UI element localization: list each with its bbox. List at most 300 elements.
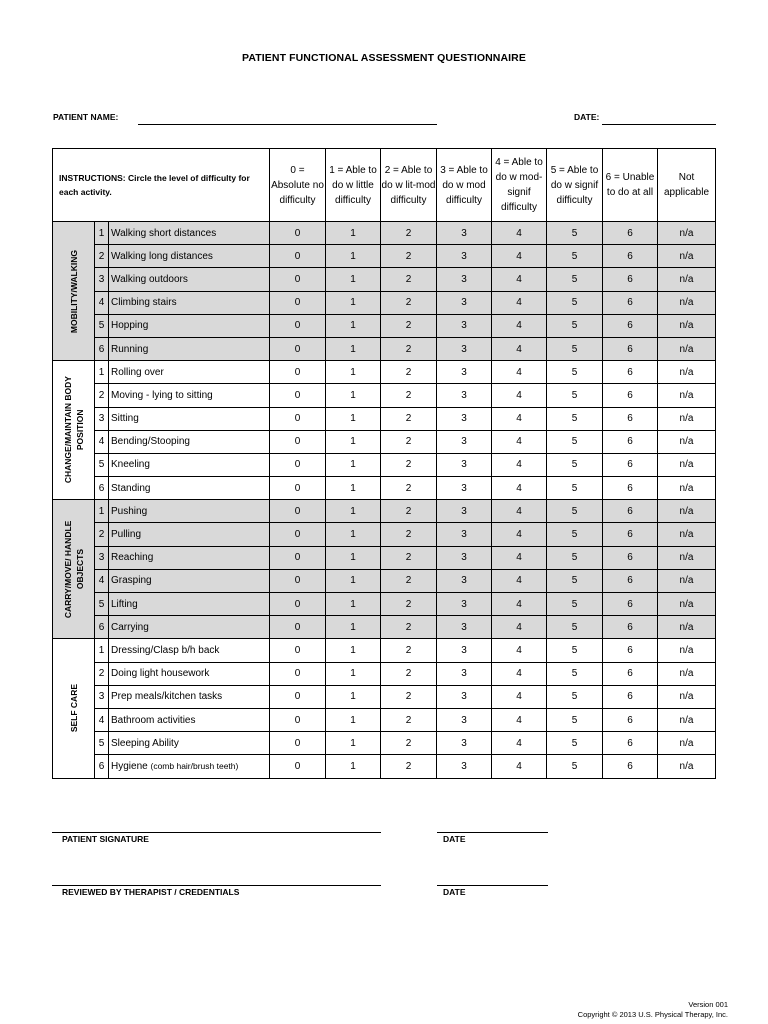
rating-option[interactable]: 4: [492, 453, 547, 476]
rating-option[interactable]: 6: [603, 291, 658, 314]
rating-option[interactable]: 1: [326, 477, 381, 500]
rating-option[interactable]: 2: [381, 245, 437, 268]
rating-option[interactable]: 6: [603, 616, 658, 639]
rating-option[interactable]: 6: [603, 685, 658, 708]
activity-label: [109, 708, 270, 731]
rating-option[interactable]: 2: [381, 384, 437, 407]
rating-option[interactable]: 2: [381, 639, 437, 662]
rating-option[interactable]: 0: [270, 314, 326, 337]
rating-option[interactable]: 5: [547, 500, 603, 523]
rating-option[interactable]: 0: [270, 616, 326, 639]
column-header: 3 = Able to do w mod difficulty: [437, 149, 492, 222]
rating-option[interactable]: 0: [270, 245, 326, 268]
item-number: 1: [95, 500, 109, 523]
activity-label: [109, 755, 270, 778]
rating-option[interactable]: 4: [492, 430, 547, 453]
item-number: 6: [95, 337, 109, 360]
rating-option[interactable]: 6: [603, 523, 658, 546]
rating-option[interactable]: 1: [326, 662, 381, 685]
activity-text: Walking long distances: [111, 250, 213, 262]
rating-option[interactable]: 2: [381, 662, 437, 685]
column-header: 1 = Able to do w little difficulty: [326, 149, 381, 222]
rating-option[interactable]: 0: [270, 430, 326, 453]
rating-option[interactable]: 1: [326, 453, 381, 476]
activity-text: Pulling: [111, 529, 142, 541]
rating-option[interactable]: 1: [326, 500, 381, 523]
rating-option[interactable]: 0: [270, 477, 326, 500]
rating-option[interactable]: 2: [381, 337, 437, 360]
rating-option[interactable]: 3: [437, 616, 492, 639]
rating-option[interactable]: 3: [437, 500, 492, 523]
rating-option[interactable]: 2: [381, 268, 437, 291]
rating-option[interactable]: 5: [547, 732, 603, 755]
activity-text: Carrying: [111, 621, 149, 633]
rating-option[interactable]: 3: [437, 732, 492, 755]
table-row: [53, 662, 716, 685]
rating-option[interactable]: 3: [437, 477, 492, 500]
table-row: [53, 361, 716, 384]
table-row: [53, 732, 716, 755]
rating-option[interactable]: n/a: [658, 337, 716, 360]
rating-option[interactable]: 1: [326, 430, 381, 453]
activity-label: [109, 477, 270, 500]
table-row: [53, 384, 716, 407]
rating-option[interactable]: 0: [270, 453, 326, 476]
rating-option[interactable]: 3: [437, 407, 492, 430]
therapist-date-line[interactable]: [437, 885, 548, 886]
rating-option[interactable]: 2: [381, 314, 437, 337]
rating-option[interactable]: n/a: [658, 616, 716, 639]
rating-option[interactable]: 4: [492, 755, 547, 778]
rating-option[interactable]: 4: [492, 546, 547, 569]
table-row: [53, 222, 716, 245]
rating-option[interactable]: 5: [547, 477, 603, 500]
patient-signature-label: PATIENT SIGNATURE: [62, 834, 149, 844]
rating-option[interactable]: 4: [492, 523, 547, 546]
rating-option[interactable]: 3: [437, 523, 492, 546]
item-number: 5: [95, 453, 109, 476]
rating-option[interactable]: n/a: [658, 662, 716, 685]
table-row: [53, 546, 716, 569]
rating-option[interactable]: n/a: [658, 384, 716, 407]
rating-option[interactable]: 6: [603, 453, 658, 476]
rating-option[interactable]: 1: [326, 245, 381, 268]
category-label: [53, 222, 95, 361]
item-number: 6: [95, 477, 109, 500]
rating-option[interactable]: n/a: [658, 222, 716, 245]
rating-option[interactable]: 1: [326, 314, 381, 337]
rating-option[interactable]: n/a: [658, 314, 716, 337]
activity-label: [109, 361, 270, 384]
rating-option[interactable]: n/a: [658, 453, 716, 476]
rating-option[interactable]: 0: [270, 755, 326, 778]
rating-option[interactable]: 2: [381, 361, 437, 384]
rating-option[interactable]: 4: [492, 593, 547, 616]
column-header: 0 = Absolute no difficulty: [270, 149, 326, 222]
rating-option[interactable]: 0: [270, 569, 326, 592]
rating-option[interactable]: 5: [547, 546, 603, 569]
rating-option[interactable]: 6: [603, 732, 658, 755]
instructions: INSTRUCTIONS: Circle the level of difficulty for each activity.: [53, 149, 270, 222]
rating-option[interactable]: 3: [437, 569, 492, 592]
rating-option[interactable]: 2: [381, 732, 437, 755]
rating-option[interactable]: n/a: [658, 523, 716, 546]
rating-option[interactable]: 4: [492, 639, 547, 662]
activity-label: [109, 407, 270, 430]
rating-option[interactable]: 1: [326, 523, 381, 546]
activity-label: [109, 291, 270, 314]
rating-option[interactable]: 2: [381, 477, 437, 500]
table-row: [53, 245, 716, 268]
activity-text: Reaching: [111, 552, 154, 564]
patient-name-field[interactable]: [138, 124, 437, 125]
rating-option[interactable]: 1: [326, 361, 381, 384]
rating-option[interactable]: 2: [381, 500, 437, 523]
rating-option[interactable]: 4: [492, 337, 547, 360]
rating-option[interactable]: 6: [603, 477, 658, 500]
table-row: [53, 755, 716, 778]
table-row: [53, 569, 716, 592]
rating-option[interactable]: 1: [326, 639, 381, 662]
item-number: 2: [95, 523, 109, 546]
rating-option[interactable]: 5: [547, 268, 603, 291]
table-row: [53, 477, 716, 500]
therapist-signature-line[interactable]: [52, 885, 381, 886]
activity-text: Bending/Stooping: [111, 436, 190, 448]
rating-option[interactable]: 1: [326, 222, 381, 245]
rating-option[interactable]: 4: [492, 291, 547, 314]
rating-option[interactable]: 6: [603, 662, 658, 685]
rating-option[interactable]: 5: [547, 523, 603, 546]
activity-text: Walking outdoors: [111, 273, 188, 285]
rating-option[interactable]: n/a: [658, 639, 716, 662]
rating-option[interactable]: 5: [547, 430, 603, 453]
rating-option[interactable]: 4: [492, 384, 547, 407]
rating-option[interactable]: 5: [547, 337, 603, 360]
rating-option[interactable]: 2: [381, 291, 437, 314]
table-row: [53, 616, 716, 639]
item-number: 6: [95, 616, 109, 639]
item-number: 5: [95, 593, 109, 616]
date-label: DATE:: [574, 112, 600, 122]
rating-option[interactable]: 3: [437, 222, 492, 245]
rating-option[interactable]: 0: [270, 268, 326, 291]
rating-option[interactable]: 0: [270, 384, 326, 407]
rating-option[interactable]: 6: [603, 639, 658, 662]
table-row: [53, 639, 716, 662]
rating-option[interactable]: 6: [603, 245, 658, 268]
rating-option[interactable]: 2: [381, 453, 437, 476]
rating-option[interactable]: 1: [326, 616, 381, 639]
column-header: 5 = Able to do w signif difficulty: [547, 149, 603, 222]
rating-option[interactable]: 4: [492, 268, 547, 291]
activity-label: [109, 245, 270, 268]
rating-option[interactable]: n/a: [658, 430, 716, 453]
rating-option[interactable]: 3: [437, 546, 492, 569]
table-row: [53, 453, 716, 476]
item-number: 4: [95, 430, 109, 453]
rating-option[interactable]: 0: [270, 546, 326, 569]
category-text: CHANGE/MAINTAIN BODY POSITION: [62, 376, 85, 484]
patient-date-line[interactable]: [437, 832, 548, 833]
therapist-signature-label: REVIEWED BY THERAPIST / CREDENTIALS: [62, 887, 240, 897]
rating-option[interactable]: 2: [381, 708, 437, 731]
rating-option[interactable]: 0: [270, 407, 326, 430]
rating-option[interactable]: n/a: [658, 245, 716, 268]
rating-option[interactable]: 2: [381, 546, 437, 569]
rating-option[interactable]: 6: [603, 222, 658, 245]
rating-option[interactable]: 5: [547, 314, 603, 337]
footer: [578, 1000, 728, 1020]
item-number: 1: [95, 222, 109, 245]
rating-option[interactable]: n/a: [658, 291, 716, 314]
activity-label: [109, 337, 270, 360]
activity-label: [109, 546, 270, 569]
item-number: 3: [95, 407, 109, 430]
rating-option[interactable]: 4: [492, 708, 547, 731]
activity-label: [109, 453, 270, 476]
rating-option[interactable]: n/a: [658, 477, 716, 500]
item-number: 5: [95, 732, 109, 755]
rating-option[interactable]: 1: [326, 546, 381, 569]
activity-label: [109, 593, 270, 616]
rating-option[interactable]: 5: [547, 685, 603, 708]
rating-option[interactable]: n/a: [658, 546, 716, 569]
activity-note: (comb hair/brush teeth): [150, 760, 239, 771]
rating-option[interactable]: 2: [381, 569, 437, 592]
rating-option[interactable]: 5: [547, 407, 603, 430]
rating-option[interactable]: 4: [492, 407, 547, 430]
activity-label: [109, 314, 270, 337]
rating-option[interactable]: 2: [381, 755, 437, 778]
activity-text: Sleeping Ability: [111, 737, 179, 749]
table-row: [53, 523, 716, 546]
rating-option[interactable]: 1: [326, 569, 381, 592]
rating-option[interactable]: 6: [603, 337, 658, 360]
table-row: [53, 685, 716, 708]
activity-text: Pushing: [111, 505, 148, 517]
rating-option[interactable]: 1: [326, 732, 381, 755]
rating-option[interactable]: 4: [492, 732, 547, 755]
rating-option[interactable]: 4: [492, 662, 547, 685]
rating-option[interactable]: 4: [492, 685, 547, 708]
rating-option[interactable]: 3: [437, 430, 492, 453]
table-row: [53, 268, 716, 291]
header-row: [53, 149, 716, 222]
date-field[interactable]: [602, 124, 716, 125]
activity-text: Climbing stairs: [111, 297, 177, 309]
rating-option[interactable]: n/a: [658, 500, 716, 523]
form-title: PATIENT FUNCTIONAL ASSESSMENT QUESTIONNAIRE: [242, 52, 526, 64]
rating-option[interactable]: 4: [492, 569, 547, 592]
rating-option[interactable]: 3: [437, 708, 492, 731]
activity-text: Prep meals/kitchen tasks: [111, 691, 223, 703]
rating-option[interactable]: 3: [437, 685, 492, 708]
item-number: 3: [95, 268, 109, 291]
patient-signature-line[interactable]: [52, 832, 381, 833]
patient-name-label: PATIENT NAME:: [53, 112, 119, 122]
activity-text: Kneeling: [111, 459, 150, 471]
rating-option[interactable]: 2: [381, 407, 437, 430]
rating-option[interactable]: 3: [437, 245, 492, 268]
rating-option[interactable]: 5: [547, 384, 603, 407]
rating-option[interactable]: 3: [437, 291, 492, 314]
rating-option[interactable]: 4: [492, 500, 547, 523]
activity-label: [109, 685, 270, 708]
rating-option[interactable]: 0: [270, 291, 326, 314]
activity-label: [109, 732, 270, 755]
rating-option[interactable]: 6: [603, 755, 658, 778]
rating-option[interactable]: 1: [326, 291, 381, 314]
item-number: 5: [95, 314, 109, 337]
rating-option[interactable]: 4: [492, 314, 547, 337]
activity-label: [109, 268, 270, 291]
table-row: [53, 291, 716, 314]
rating-option[interactable]: 3: [437, 453, 492, 476]
rating-option[interactable]: 1: [326, 708, 381, 731]
rating-option[interactable]: 5: [547, 616, 603, 639]
rating-option[interactable]: 0: [270, 337, 326, 360]
rating-option[interactable]: n/a: [658, 708, 716, 731]
rating-option[interactable]: 0: [270, 732, 326, 755]
rating-option[interactable]: 4: [492, 245, 547, 268]
rating-option[interactable]: 3: [437, 593, 492, 616]
rating-option[interactable]: 0: [270, 523, 326, 546]
rating-option[interactable]: 3: [437, 384, 492, 407]
category-text: MOBILITY/WALKING: [68, 249, 79, 333]
activity-label: [109, 500, 270, 523]
rating-option[interactable]: 6: [603, 268, 658, 291]
rating-option[interactable]: n/a: [658, 755, 716, 778]
table-row: [53, 500, 716, 523]
rating-option[interactable]: n/a: [658, 268, 716, 291]
activity-text: Hopping: [111, 320, 149, 332]
rating-option[interactable]: 6: [603, 708, 658, 731]
rating-option[interactable]: 4: [492, 477, 547, 500]
rating-option[interactable]: 1: [326, 384, 381, 407]
rating-option[interactable]: 1: [326, 407, 381, 430]
rating-option[interactable]: 1: [326, 685, 381, 708]
rating-option[interactable]: 4: [492, 222, 547, 245]
rating-option[interactable]: 3: [437, 662, 492, 685]
item-number: 2: [95, 662, 109, 685]
assessment-table: [52, 148, 716, 779]
rating-option[interactable]: 5: [547, 708, 603, 731]
rating-option[interactable]: n/a: [658, 593, 716, 616]
rating-option[interactable]: n/a: [658, 407, 716, 430]
rating-option[interactable]: 2: [381, 593, 437, 616]
rating-option[interactable]: 3: [437, 361, 492, 384]
activity-text: Hygiene: [111, 760, 148, 772]
rating-option[interactable]: 0: [270, 593, 326, 616]
rating-option[interactable]: 6: [603, 593, 658, 616]
rating-option[interactable]: 6: [603, 569, 658, 592]
activity-label: [109, 430, 270, 453]
rating-option[interactable]: 0: [270, 685, 326, 708]
rating-option[interactable]: 2: [381, 685, 437, 708]
rating-option[interactable]: 6: [603, 384, 658, 407]
item-number: 4: [95, 569, 109, 592]
rating-option[interactable]: 0: [270, 662, 326, 685]
version-text: Version 001: [688, 1000, 728, 1009]
rating-option[interactable]: 2: [381, 616, 437, 639]
copyright-text: Copyright © 2013 U.S. Physical Therapy, Inc.: [577, 1010, 728, 1019]
category-label: [53, 639, 95, 778]
activity-label: [109, 222, 270, 245]
rating-option[interactable]: 0: [270, 222, 326, 245]
rating-option[interactable]: 5: [547, 361, 603, 384]
item-number: 3: [95, 685, 109, 708]
rating-option[interactable]: n/a: [658, 361, 716, 384]
table-row: [53, 314, 716, 337]
rating-option[interactable]: 5: [547, 222, 603, 245]
item-number: 2: [95, 384, 109, 407]
rating-option[interactable]: 3: [437, 314, 492, 337]
rating-option[interactable]: n/a: [658, 685, 716, 708]
rating-option[interactable]: 5: [547, 662, 603, 685]
rating-option[interactable]: 1: [326, 337, 381, 360]
rating-option[interactable]: 5: [547, 639, 603, 662]
rating-option[interactable]: 4: [492, 361, 547, 384]
rating-option[interactable]: 6: [603, 407, 658, 430]
table-row: [53, 337, 716, 360]
column-header: 4 = Able to do w mod-signif difficulty: [492, 149, 547, 222]
activity-text: Walking short distances: [111, 227, 217, 239]
rating-option[interactable]: n/a: [658, 569, 716, 592]
rating-option[interactable]: 2: [381, 523, 437, 546]
activity-text: Bathroom activities: [111, 714, 196, 726]
rating-option[interactable]: 6: [603, 314, 658, 337]
activity-label: [109, 662, 270, 685]
column-header: 2 = Able to do w lit-mod difficulty: [381, 149, 437, 222]
rating-option[interactable]: 1: [326, 268, 381, 291]
rating-option[interactable]: 3: [437, 755, 492, 778]
rating-option[interactable]: 5: [547, 593, 603, 616]
rating-option[interactable]: 2: [381, 222, 437, 245]
rating-option[interactable]: 0: [270, 708, 326, 731]
activity-text: Standing: [111, 482, 151, 494]
rating-option[interactable]: 3: [437, 337, 492, 360]
rating-option[interactable]: 3: [437, 639, 492, 662]
rating-option[interactable]: 5: [547, 755, 603, 778]
rating-option[interactable]: 1: [326, 755, 381, 778]
rating-option[interactable]: 5: [547, 453, 603, 476]
rating-option[interactable]: 1: [326, 593, 381, 616]
patient-date-label: DATE: [443, 834, 466, 844]
table-row: [53, 430, 716, 453]
rating-option[interactable]: 5: [547, 245, 603, 268]
rating-option[interactable]: 6: [603, 361, 658, 384]
rating-option[interactable]: 0: [270, 500, 326, 523]
rating-option[interactable]: 4: [492, 616, 547, 639]
rating-option[interactable]: n/a: [658, 732, 716, 755]
table-row: [53, 708, 716, 731]
rating-option[interactable]: 6: [603, 430, 658, 453]
rating-option[interactable]: 0: [270, 361, 326, 384]
activity-label: [109, 639, 270, 662]
activity-text: Rolling over: [111, 366, 164, 378]
rating-option[interactable]: 2: [381, 430, 437, 453]
category-label: [53, 500, 95, 639]
category-text: SELF CARE: [68, 684, 79, 733]
rating-option[interactable]: 0: [270, 639, 326, 662]
rating-option[interactable]: 6: [603, 546, 658, 569]
rating-option[interactable]: 3: [437, 268, 492, 291]
rating-option[interactable]: 5: [547, 569, 603, 592]
rating-option[interactable]: 5: [547, 291, 603, 314]
rating-option[interactable]: 6: [603, 500, 658, 523]
activity-label: [109, 569, 270, 592]
